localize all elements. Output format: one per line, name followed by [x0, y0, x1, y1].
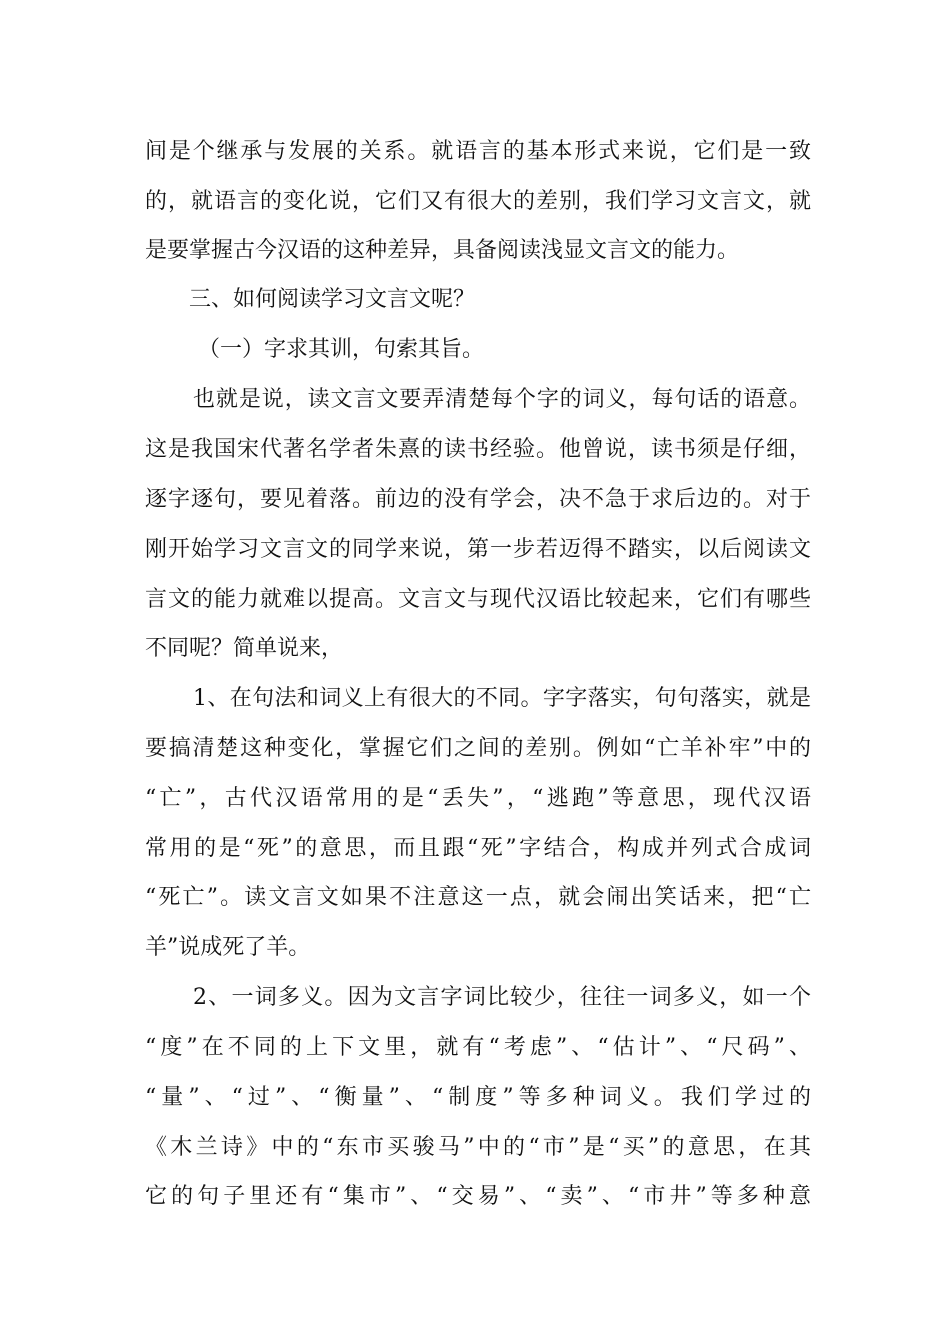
text-line: 是要掌握古今汉语的这种差异，具备阅读浅显文言文的能力。: [145, 238, 740, 263]
text-line: “度”在不同的上下文里，就有“考虑”、“估计”、“尺码”、: [145, 1035, 811, 1060]
text-line: “量”、“过”、“衡量”、“制度”等多种词义。我们学过的: [145, 1085, 811, 1110]
text-line: 2、一词多义。因为文言字词比较少，往往一词多义，如一个: [193, 985, 811, 1010]
text-line: 要搞清楚这种变化，掌握它们之间的差别。例如“亡羊补牢”中的: [145, 736, 811, 761]
text-line: “亡”，古代汉语常用的是“丢失”，“逃跑”等意思，现代汉语: [145, 786, 811, 811]
text-line: 它的句子里还有“集市”、“交易”、“卖”、“市井”等多种意: [145, 1184, 811, 1209]
text-line: 言文的能力就难以提高。文言文与现代汉语比较起来，它们有哪些: [145, 587, 811, 612]
text-line: 刚开始学习文言文的同学来说，第一步若迈得不踏实，以后阅读文: [145, 537, 811, 562]
subsection-heading: （一）字求其训，句索其旨。: [198, 337, 485, 362]
text-line: “死亡”。读文言文如果不注意这一点，就会闹出笑话来，把“亡: [145, 885, 811, 910]
text-line: 羊”说成死了羊。: [145, 935, 311, 960]
text-line: 逐字逐句，要见着落。前边的没有学会，决不急于求后边的。对于: [145, 487, 811, 512]
text-line: 的，就语言的变化说，它们又有很大的差别，我们学习文言文，就: [145, 189, 811, 214]
text-line: 常用的是“死”的意思，而且跟“死”字结合，构成并列式合成词: [145, 836, 811, 861]
text-line: 1、在句法和词义上有很大的不同。字字落实，句句落实，就是: [193, 686, 811, 711]
text-line: 间是个继承与发展的关系。就语言的基本形式来说，它们是一致: [145, 139, 811, 164]
text-line: 这是我国宋代著名学者朱熹的读书经验。他曾说，读书须是仔细，: [145, 437, 811, 462]
section-heading: 三、如何阅读学习文言文呢？: [189, 287, 476, 312]
text-line: 《木兰诗》中的“东市买骏马”中的“市”是“买”的意思，在其: [145, 1135, 811, 1160]
text-line: 也就是说，读文言文要弄清楚每个字的词义，每句话的语意。: [193, 387, 811, 412]
text-line: 不同呢？简单说来，: [145, 636, 344, 661]
